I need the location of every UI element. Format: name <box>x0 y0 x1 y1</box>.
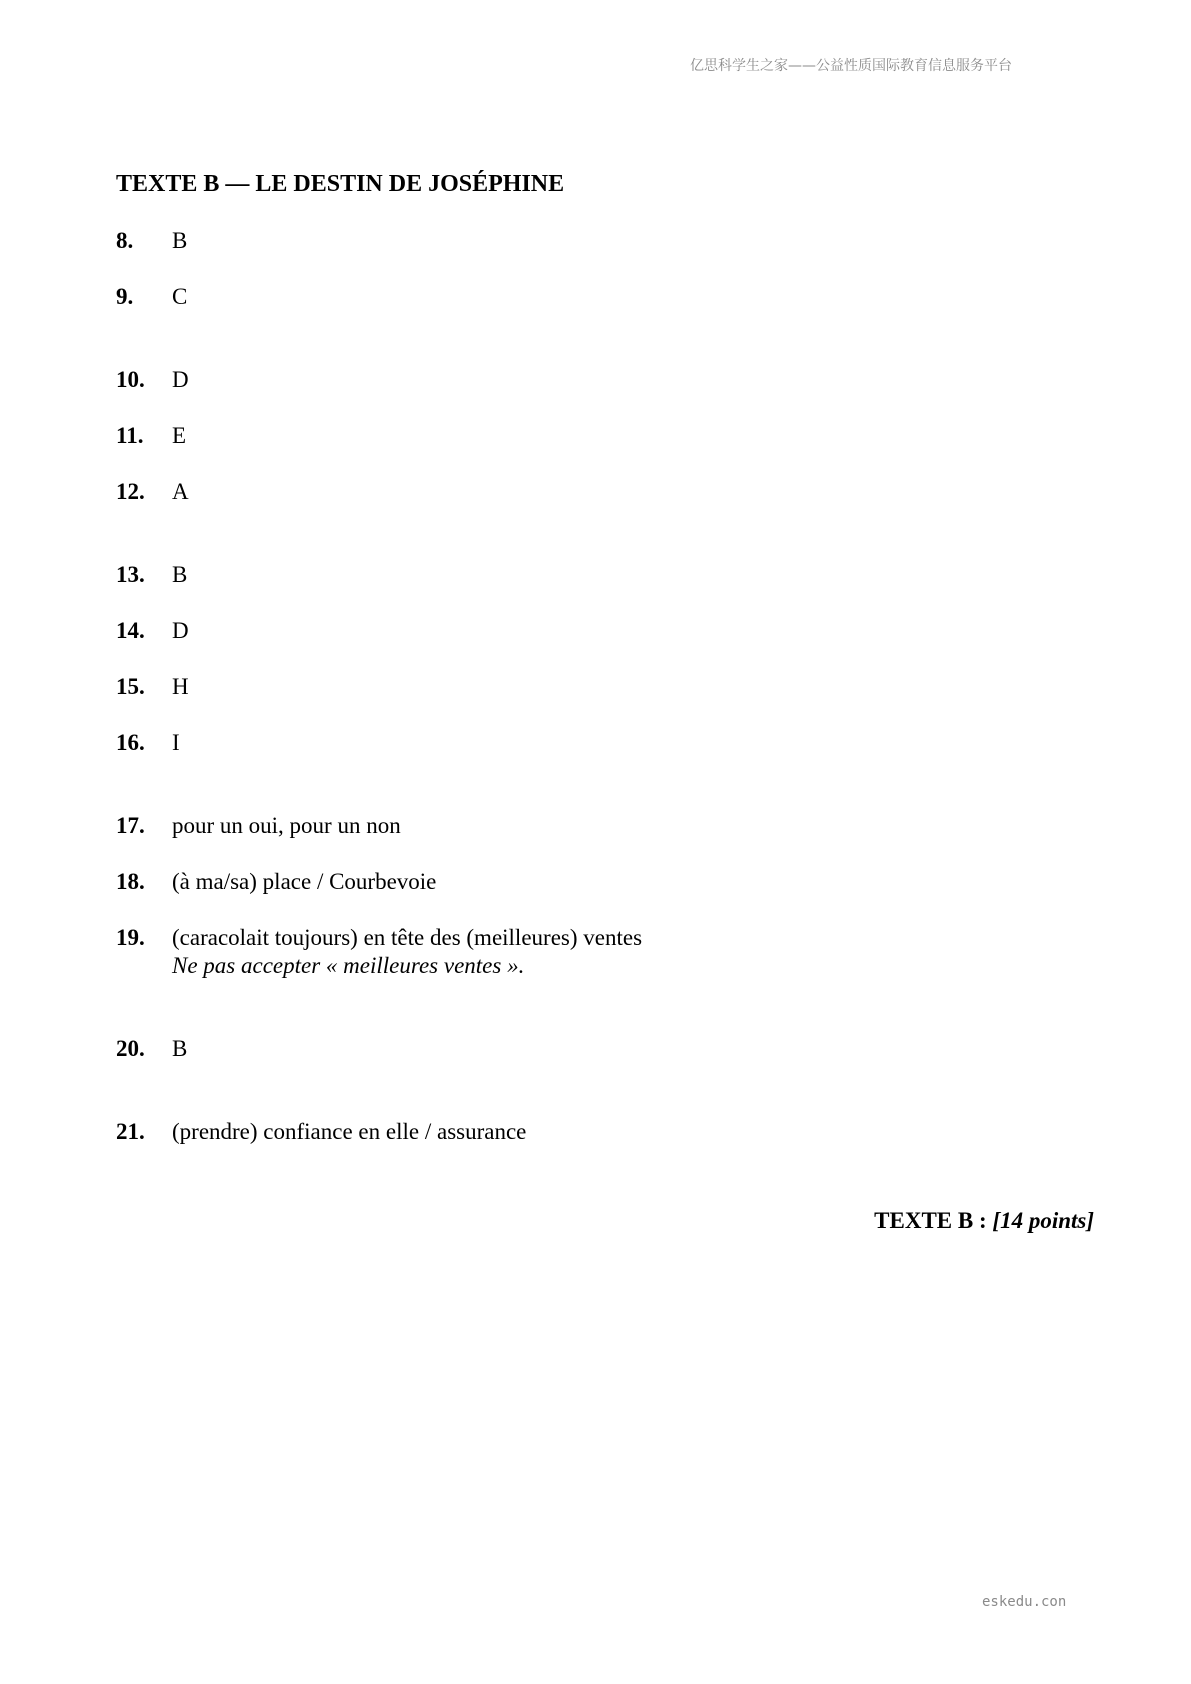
answer-note: Ne pas accepter « meilleures ventes ». <box>172 953 525 978</box>
answer-item <box>116 812 401 840</box>
answer-value: D <box>172 618 189 643</box>
answer-number: 8. <box>116 228 134 253</box>
watermark-header: 亿思科学生之家——公益性质国际教育信息服务平台 <box>690 58 1012 74</box>
answer-value: pour un oui, pour un non <box>172 813 401 838</box>
answer-item <box>116 227 187 255</box>
answer-value: A <box>172 479 189 504</box>
answer-value: C <box>172 284 188 309</box>
answer-item <box>116 673 189 701</box>
answer-value: B <box>172 228 188 253</box>
section-total <box>874 1208 1094 1234</box>
answer-number: 11. <box>116 423 144 448</box>
answer-number: 21. <box>116 1119 145 1144</box>
answer-item <box>116 283 187 311</box>
answer-number: 10. <box>116 367 145 392</box>
total-label: TEXTE B : <box>874 1208 993 1233</box>
answer-item <box>116 478 189 506</box>
answer-value: (à ma/sa) place / Courbevoie <box>172 869 437 894</box>
answer-number: 17. <box>116 813 145 838</box>
answer-value: (caracolait toujours) en tête des (meilleures) ventes <box>172 925 643 950</box>
answer-number: 15. <box>116 674 145 699</box>
answer-number: 12. <box>116 479 145 504</box>
section-title: TEXTE B — LE DESTIN DE JOSÉPHINE <box>116 171 565 197</box>
answer-number: 13. <box>116 562 145 587</box>
answer-number: 16. <box>116 730 145 755</box>
watermark-footer: eskedu.con <box>982 1594 1067 1610</box>
answer-value: (prendre) confiance en elle / assurance <box>172 1119 527 1144</box>
answer-item <box>116 617 189 645</box>
answer-item <box>116 422 186 450</box>
answer-item <box>116 868 436 896</box>
answer-number: 18. <box>116 869 145 894</box>
answer-value: B <box>172 562 188 587</box>
answer-value: H <box>172 674 189 699</box>
answer-value: E <box>172 423 187 448</box>
answer-number: 19. <box>116 925 145 950</box>
answer-value: D <box>172 367 189 392</box>
answer-item <box>116 1118 526 1146</box>
answer-item <box>116 924 642 952</box>
answer-number: 20. <box>116 1036 145 1061</box>
answer-item <box>116 729 180 757</box>
total-points: [14 points] <box>992 1208 1094 1233</box>
answer-number: 14. <box>116 618 145 643</box>
answer-number: 9. <box>116 284 134 309</box>
answer-item <box>116 561 187 589</box>
answer-value: B <box>172 1036 188 1061</box>
answer-item <box>116 366 189 394</box>
answer-value: I <box>172 730 180 755</box>
answer-item <box>116 1035 187 1063</box>
